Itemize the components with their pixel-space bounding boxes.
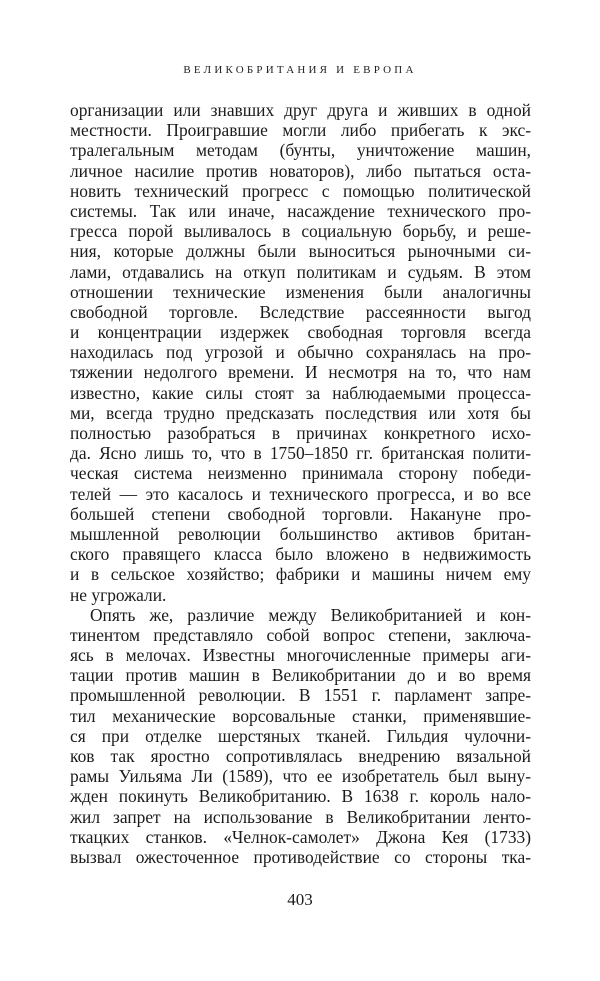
paragraph: [70, 100, 531, 605]
text-line: да. Ясно лишь то, что в 1750–1850 гг. британская полити-: [70, 443, 531, 464]
text-line: большей степени свободной торговли. Накануне про-: [70, 503, 531, 524]
text-line: и в сельское хозяйство; фабрики и машины ничем ему: [70, 564, 531, 585]
text-line: ткацких станков. «Челнок-самолет» Джона Кея (1733): [70, 826, 531, 847]
text-line: жден покинуть Великобританию. В 1638 г. король нало-: [70, 786, 531, 807]
text-line: ся при отделке шерстяных тканей. Гильдия чулочни-: [70, 725, 531, 746]
text-line: рамы Уильяма Ли (1589), что ее изобретатель был выну-: [70, 766, 531, 787]
text-line: не угрожали.: [70, 584, 167, 605]
text-line: тации против машин в Великобритании до и во время: [70, 665, 531, 686]
page-number: 403: [287, 890, 313, 909]
text-line: мышленной революции большинство активов британ-: [70, 523, 531, 544]
text-line: тралегальным методам (бунты, уничтожение машин,: [70, 140, 531, 161]
text-line: организации или знавших друг друга и живших в одной: [70, 100, 531, 120]
text-line: тяжении недолгого времени. И несмотря на то, что нам: [70, 362, 531, 383]
text-line: системы. Так или иначе, насаждение технического про-: [70, 200, 531, 221]
text-line: полностью разобраться в причинах конкретного исхо-: [70, 423, 531, 443]
text-line: личное насилие против новаторов), либо пытаться оста-: [70, 160, 531, 181]
body-text: [70, 100, 531, 867]
text-line: жил запрет на использование в Великобритании ленто-: [70, 806, 531, 827]
text-line: вызвал ожесточенное противодействие со стороны тка-: [70, 846, 531, 867]
text-line: тил механические ворсовальные станки, применявшие-: [70, 705, 531, 726]
text-line: ния, которые должны были выноситься рыночными си-: [70, 241, 531, 262]
text-line: ми, всегда трудно предсказать последствия или хотя бы: [70, 402, 531, 423]
paragraph: [70, 605, 531, 867]
text-line: промышленной революции. В 1551 г. парламент запре-: [70, 685, 531, 706]
text-line: ков так яростно сопротивлялась внедрению вязальной: [70, 746, 531, 766]
text-line: ческая система неизменно принимала сторону победи-: [70, 463, 531, 484]
text-line: ясь в мелочах. Известны многочисленные примеры аги-: [70, 645, 531, 666]
text-line: ского правящего класса было вложено в недвижимость: [70, 544, 531, 565]
text-line: новить технический прогресс с помощью политической: [70, 180, 531, 201]
text-line: Опять же, различие между Великобританией и кон-: [90, 604, 531, 625]
text-line: отношении технические изменения были аналогичны: [70, 281, 531, 302]
text-line: телей — это касалось и технического прогресса, и во все: [70, 483, 531, 504]
running-head: ВЕЛИКОБРИТАНИЯ И ЕВРОПА: [183, 64, 417, 76]
text-line: известно, какие силы стоят за наблюдаемыми процесса-: [70, 382, 531, 403]
text-line: местности. Проигравшие могли либо прибегать к экс-: [70, 120, 531, 141]
text-line: тинентом представляло собой вопрос степени, заключа-: [70, 624, 531, 645]
text-line: гресса порой выливалось в социальную борьбу, и реше-: [70, 221, 531, 242]
text-line: находилась под угрозой и обычно сохранялась на про-: [70, 342, 531, 363]
text-line: и концентрации издержек свободная торговля всегда: [70, 322, 531, 343]
text-line: свободной торговле. Вследствие рассеянности выгод: [70, 301, 531, 322]
text-line: лами, отдавались на откуп политикам и судьям. В этом: [70, 261, 531, 282]
